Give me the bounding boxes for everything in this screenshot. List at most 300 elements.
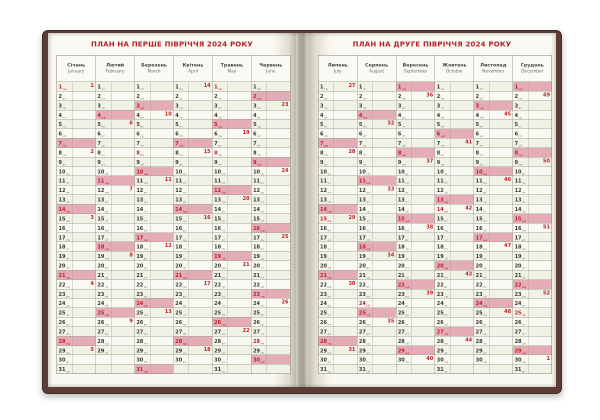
day-cell: [513, 176, 529, 185]
note-cell: [111, 139, 134, 148]
day-cell: [213, 91, 229, 100]
weekday-abbr: вт: [182, 228, 187, 233]
day-row: [213, 298, 251, 307]
day-row: [252, 91, 290, 100]
day-cell: [96, 336, 112, 345]
day-number: 24: [97, 301, 105, 307]
day-cell: [319, 91, 335, 100]
day-row: [174, 317, 212, 326]
note-cell: [334, 139, 357, 148]
weekday-abbr: ср: [522, 313, 526, 318]
day-cell: [213, 204, 229, 213]
day-cell: [213, 82, 229, 91]
weekday-abbr: ср: [143, 332, 148, 336]
weekday-abbr: сб: [479, 96, 484, 101]
day-cell: [357, 186, 373, 195]
day-cell: [396, 195, 412, 204]
day-cell: [435, 223, 451, 232]
note-cell: [228, 233, 251, 242]
day-cell: [57, 327, 73, 336]
weekday-abbr: пн: [522, 228, 526, 233]
day-cell: [174, 101, 190, 110]
day-cell: [96, 82, 112, 91]
day-cell: [252, 242, 268, 251]
day-row: [174, 298, 212, 307]
day-number: 3: [175, 103, 179, 109]
day-number: 29: [175, 348, 183, 354]
note-cell: [111, 82, 134, 91]
day-cell: [474, 91, 490, 100]
weekday-abbr: сб: [401, 144, 406, 148]
day-row: [435, 82, 473, 91]
weekday-abbr: вт: [143, 323, 148, 327]
note-cell: [529, 214, 552, 223]
day-row: [96, 355, 134, 364]
day-cell: [435, 355, 451, 364]
note-cell: [451, 252, 474, 261]
day-row: [252, 147, 290, 156]
day-number: 8: [475, 150, 480, 156]
day-cell: [357, 110, 373, 119]
note-cell: [451, 318, 474, 327]
day-cell: [319, 233, 335, 242]
day-cell: [513, 120, 529, 129]
day-cell: [213, 176, 229, 185]
day-cell: [319, 176, 335, 185]
day-number: 14: [58, 206, 66, 213]
month-name-english: October: [445, 69, 463, 74]
note-cell: [373, 129, 396, 138]
day-row: [57, 232, 95, 241]
week-number: 28: [348, 148, 356, 155]
note-cell-empty: [111, 365, 134, 374]
day-row: [319, 213, 357, 222]
weekday-abbr: сб: [140, 96, 144, 101]
day-row: [135, 110, 173, 119]
day-row: [396, 355, 434, 364]
note-cell: [189, 101, 212, 110]
day-cell: [96, 223, 112, 232]
day-number: 12: [136, 188, 144, 194]
weekday-abbr: вт: [218, 144, 222, 148]
day-cell: [396, 346, 412, 355]
weekday-abbr: сб: [518, 144, 523, 148]
day-cell: [135, 167, 151, 176]
note-cell: [189, 91, 212, 100]
weekday-abbr: вт: [444, 285, 448, 289]
day-cell: [474, 139, 490, 148]
page-first-half-year: [48, 33, 296, 387]
day-row: [435, 251, 473, 260]
day-number: 31: [136, 367, 144, 373]
calendar-grid-second-half: [318, 55, 552, 374]
day-number: 21: [514, 272, 522, 279]
weekday-abbr: вт: [260, 313, 265, 318]
day-row: [357, 308, 395, 317]
day-row: [57, 317, 95, 326]
day-number: 23: [436, 291, 444, 298]
note-cell: [189, 280, 212, 289]
weekday-abbr: вт: [140, 125, 144, 129]
weekday-abbr: вт: [440, 153, 445, 157]
day-row: [252, 213, 290, 222]
day-cell: [252, 327, 268, 336]
note-cell: [111, 91, 134, 100]
day-number: 3: [58, 103, 62, 109]
day-row: [135, 326, 173, 335]
weekday-abbr: пн: [444, 275, 449, 280]
day-row: [513, 195, 551, 204]
weekday-abbr: сб: [65, 332, 70, 336]
day-cell: [252, 148, 268, 157]
day-number: 21: [136, 272, 144, 279]
day-row: [252, 185, 290, 194]
month-name-ukrainian: Серпень: [365, 62, 389, 68]
day-cell: [96, 233, 112, 242]
day-number: 30: [475, 357, 483, 364]
weekday-abbr: ср: [522, 247, 526, 252]
day-row: [474, 298, 512, 307]
day-row: [57, 119, 95, 128]
day-cell: [474, 270, 490, 279]
day-cell: [474, 157, 490, 166]
day-number: 16: [320, 225, 327, 232]
note-cell: [111, 186, 134, 195]
day-row: [96, 223, 134, 232]
weekday-abbr: нд: [522, 285, 527, 289]
day-number: 28: [514, 338, 522, 345]
week-number: 21: [242, 262, 250, 268]
day-row: [396, 298, 434, 307]
week-number: 8: [129, 252, 133, 259]
weekday-abbr: пт: [362, 96, 367, 101]
day-cell: [435, 299, 451, 308]
note-cell: [267, 308, 290, 317]
day-number: 1: [436, 84, 441, 90]
day-row: [135, 129, 173, 138]
note-cell: [267, 91, 290, 100]
day-row: [96, 326, 134, 335]
day-cell: [319, 242, 335, 251]
day-cell: [319, 318, 335, 327]
day-row: [319, 355, 357, 364]
day-row: [96, 317, 134, 326]
day-row: [513, 100, 551, 109]
day-cell: [435, 327, 451, 336]
weekday-abbr: нд: [143, 172, 148, 176]
note-cell: [334, 110, 357, 119]
weekday-abbr: сб: [522, 275, 526, 280]
day-number: 1: [97, 84, 101, 90]
day-cell: [357, 299, 373, 308]
note-cell: [150, 214, 173, 223]
day-number: 11: [253, 178, 261, 185]
note-cell: [150, 242, 173, 251]
day-number: 11: [514, 178, 522, 185]
day-row: [213, 317, 251, 326]
day-number: 30: [136, 357, 144, 364]
day-cell: [174, 167, 190, 176]
day-row: [213, 82, 251, 91]
week-number: 30: [348, 280, 356, 287]
day-number: 8: [97, 150, 101, 156]
day-number: 15: [358, 216, 366, 222]
weekday-abbr: чт: [221, 228, 226, 233]
note-cell: [334, 157, 357, 166]
day-row: [252, 261, 290, 270]
month-column-march: [134, 56, 173, 374]
day-cell: [96, 204, 112, 213]
weekday-abbr: сб: [65, 266, 70, 270]
note-cell: [334, 223, 357, 232]
day-number: 20: [175, 263, 183, 270]
weekday-abbr: нд: [260, 360, 265, 365]
day-number: 29: [97, 348, 105, 354]
month-column-december: [513, 56, 552, 374]
note-cell: [451, 214, 474, 223]
day-row: [96, 119, 134, 128]
day-number: 8: [358, 150, 363, 156]
day-cell: [252, 129, 268, 138]
note-cell: [412, 101, 435, 110]
weekday-abbr: вт: [62, 162, 66, 167]
day-row: [252, 119, 290, 128]
day-row: [174, 251, 212, 260]
day-cell: [435, 261, 451, 270]
weekday-abbr: сб: [221, 181, 226, 186]
day-cell: [57, 214, 73, 223]
weekday-abbr: пн: [444, 341, 449, 346]
day-row: [474, 110, 512, 119]
weekday-abbr: вт: [444, 219, 448, 223]
day-row: [135, 138, 173, 147]
weekday-abbr: пн: [405, 360, 410, 365]
day-number: 19: [136, 254, 144, 260]
day-number: 29: [253, 348, 261, 354]
day-cell: [252, 204, 268, 213]
day-row: [474, 129, 512, 138]
note-cell: [490, 252, 513, 261]
day-cell: [174, 139, 190, 148]
note-cell: [529, 139, 552, 148]
weekday-abbr: вт: [143, 191, 148, 195]
note-cell: [150, 233, 173, 242]
day-row: [135, 289, 173, 298]
weekday-abbr: чт: [522, 323, 526, 327]
note-cell: [150, 365, 173, 374]
day-row: [319, 166, 357, 175]
day-cell: [474, 346, 490, 355]
weekday-abbr: нд: [65, 341, 70, 346]
weekday-abbr: вт: [101, 134, 105, 139]
day-number: 12: [320, 188, 327, 194]
day-cell: [435, 167, 451, 176]
day-number: 18: [514, 244, 522, 251]
day-row: [57, 336, 95, 345]
weekday-abbr: нд: [182, 341, 187, 346]
weekday-abbr: пн: [257, 106, 261, 110]
day-row: [513, 119, 551, 128]
day-row: [57, 110, 95, 119]
weekday-abbr: вт: [327, 360, 331, 365]
weekday-abbr: сб: [62, 134, 66, 139]
weekday-abbr: сб: [143, 294, 148, 299]
day-cell: [396, 204, 412, 213]
week-number: 13: [164, 309, 172, 315]
weekday-abbr: ср: [104, 341, 109, 346]
day-number: 3: [97, 103, 101, 109]
day-row: [174, 100, 212, 109]
day-cell: [57, 223, 73, 232]
week-number: 10: [164, 111, 172, 117]
note-cell: [150, 91, 173, 100]
note-cell: [73, 223, 96, 232]
note-cell: [412, 233, 435, 242]
note-cell: [73, 204, 96, 213]
note-cell: [334, 346, 357, 355]
weekday-abbr: пт: [221, 304, 226, 308]
weekday-abbr: вт: [221, 275, 226, 280]
day-row: [396, 213, 434, 222]
weekday-abbr: чт: [444, 238, 448, 242]
day-number: 10: [397, 169, 405, 175]
weekday-abbr: чт: [362, 153, 367, 157]
day-row: [57, 138, 95, 147]
day-cell: [357, 195, 373, 204]
weekday-abbr: сб: [522, 341, 526, 346]
day-row: [435, 242, 473, 251]
weekday-abbr: вт: [440, 87, 445, 91]
week-number: 3: [90, 214, 94, 221]
note-cell: [490, 186, 513, 195]
weekday-abbr: пн: [260, 238, 265, 242]
day-number: 3: [320, 103, 324, 109]
note-cell: [189, 167, 212, 176]
day-row: [513, 213, 551, 222]
note-cell: [73, 336, 96, 345]
book-spine: [296, 33, 308, 387]
day-cell: [357, 129, 373, 138]
day-number: 10: [320, 169, 327, 175]
note-cell: [451, 139, 474, 148]
weekday-abbr: пн: [140, 115, 145, 120]
day-number: 5: [320, 122, 324, 128]
month-name-ukrainian: Квітень: [182, 62, 204, 68]
day-cell: [174, 299, 190, 308]
day-row: [513, 289, 551, 298]
day-cell: [319, 110, 335, 119]
day-cell-empty: [96, 355, 112, 364]
day-number: 17: [253, 235, 261, 241]
day-cell: [319, 120, 335, 129]
weekday-abbr: пт: [182, 191, 187, 195]
day-number: 15: [175, 216, 183, 222]
note-cell: [267, 148, 290, 157]
weekday-abbr: пт: [101, 162, 106, 167]
weekday-abbr: пн: [104, 257, 109, 261]
note-cell: [267, 355, 290, 364]
day-row: [513, 317, 551, 326]
weekday-abbr: сб: [221, 313, 226, 318]
day-row: [396, 270, 434, 279]
weekday-abbr: нд: [518, 87, 523, 91]
day-row: [174, 82, 212, 91]
day-cell: [474, 148, 490, 157]
day-cell: [174, 120, 190, 129]
note-cell: [73, 214, 96, 223]
weekday-abbr: чт: [182, 313, 187, 318]
day-number: 1: [175, 84, 179, 90]
weekday-abbr: вт: [366, 200, 370, 204]
note-cell: [189, 346, 212, 355]
note-cell: [373, 82, 396, 91]
day-number: 22: [58, 282, 66, 288]
day-number: 26: [58, 320, 66, 326]
day-cell: [474, 280, 490, 289]
day-cell: [252, 195, 268, 204]
week-number: 9: [129, 318, 133, 325]
week-number: 24: [281, 167, 289, 174]
week-number: 1: [546, 356, 550, 362]
day-row: [513, 157, 551, 166]
day-cell: [213, 129, 229, 138]
day-number: 6: [475, 131, 480, 138]
weekday-abbr: нд: [323, 144, 329, 148]
day-row: [435, 91, 473, 100]
month-name-english: December: [521, 69, 544, 74]
note-cell: [228, 327, 251, 336]
month-column-june: [251, 56, 290, 374]
weekday-abbr: пт: [522, 200, 526, 204]
note-cell: [228, 308, 251, 317]
day-number: 25: [97, 310, 105, 317]
day-number: 22: [97, 282, 105, 288]
day-number: 2: [58, 93, 62, 100]
weekday-abbr: пн: [65, 351, 70, 355]
day-number: 28: [436, 338, 444, 345]
weekday-abbr: вт: [405, 304, 409, 308]
day-cell: [319, 252, 335, 261]
day-cell: [174, 355, 190, 364]
weekday-abbr: чт: [483, 209, 487, 214]
weekday-abbr: вт: [104, 200, 109, 204]
day-number: 8: [514, 150, 519, 156]
day-number: 8: [253, 150, 257, 156]
weekday-abbr: пн: [182, 285, 187, 289]
day-number: 12: [436, 188, 444, 194]
weekday-abbr: чт: [522, 257, 526, 261]
week-number: 45: [504, 111, 512, 117]
month-name-english: March: [147, 69, 161, 74]
month-column-october: [435, 56, 474, 374]
weekday-abbr: пт: [104, 228, 109, 233]
note-cell: [490, 129, 513, 138]
day-number: 19: [475, 254, 483, 260]
day-row: [357, 185, 395, 194]
weekday-abbr: вт: [65, 294, 70, 299]
day-number: 15: [436, 216, 444, 222]
day-cell: [435, 148, 451, 157]
day-number: 5: [175, 122, 179, 128]
note-cell: [529, 223, 552, 232]
day-cell: [213, 101, 229, 110]
weekday-abbr: нд: [405, 351, 410, 355]
weekday-abbr: сб: [366, 238, 370, 242]
note-cell: [150, 318, 173, 327]
day-row: [96, 166, 134, 175]
day-number: 30: [514, 357, 522, 364]
weekday-abbr: нд: [327, 341, 332, 346]
